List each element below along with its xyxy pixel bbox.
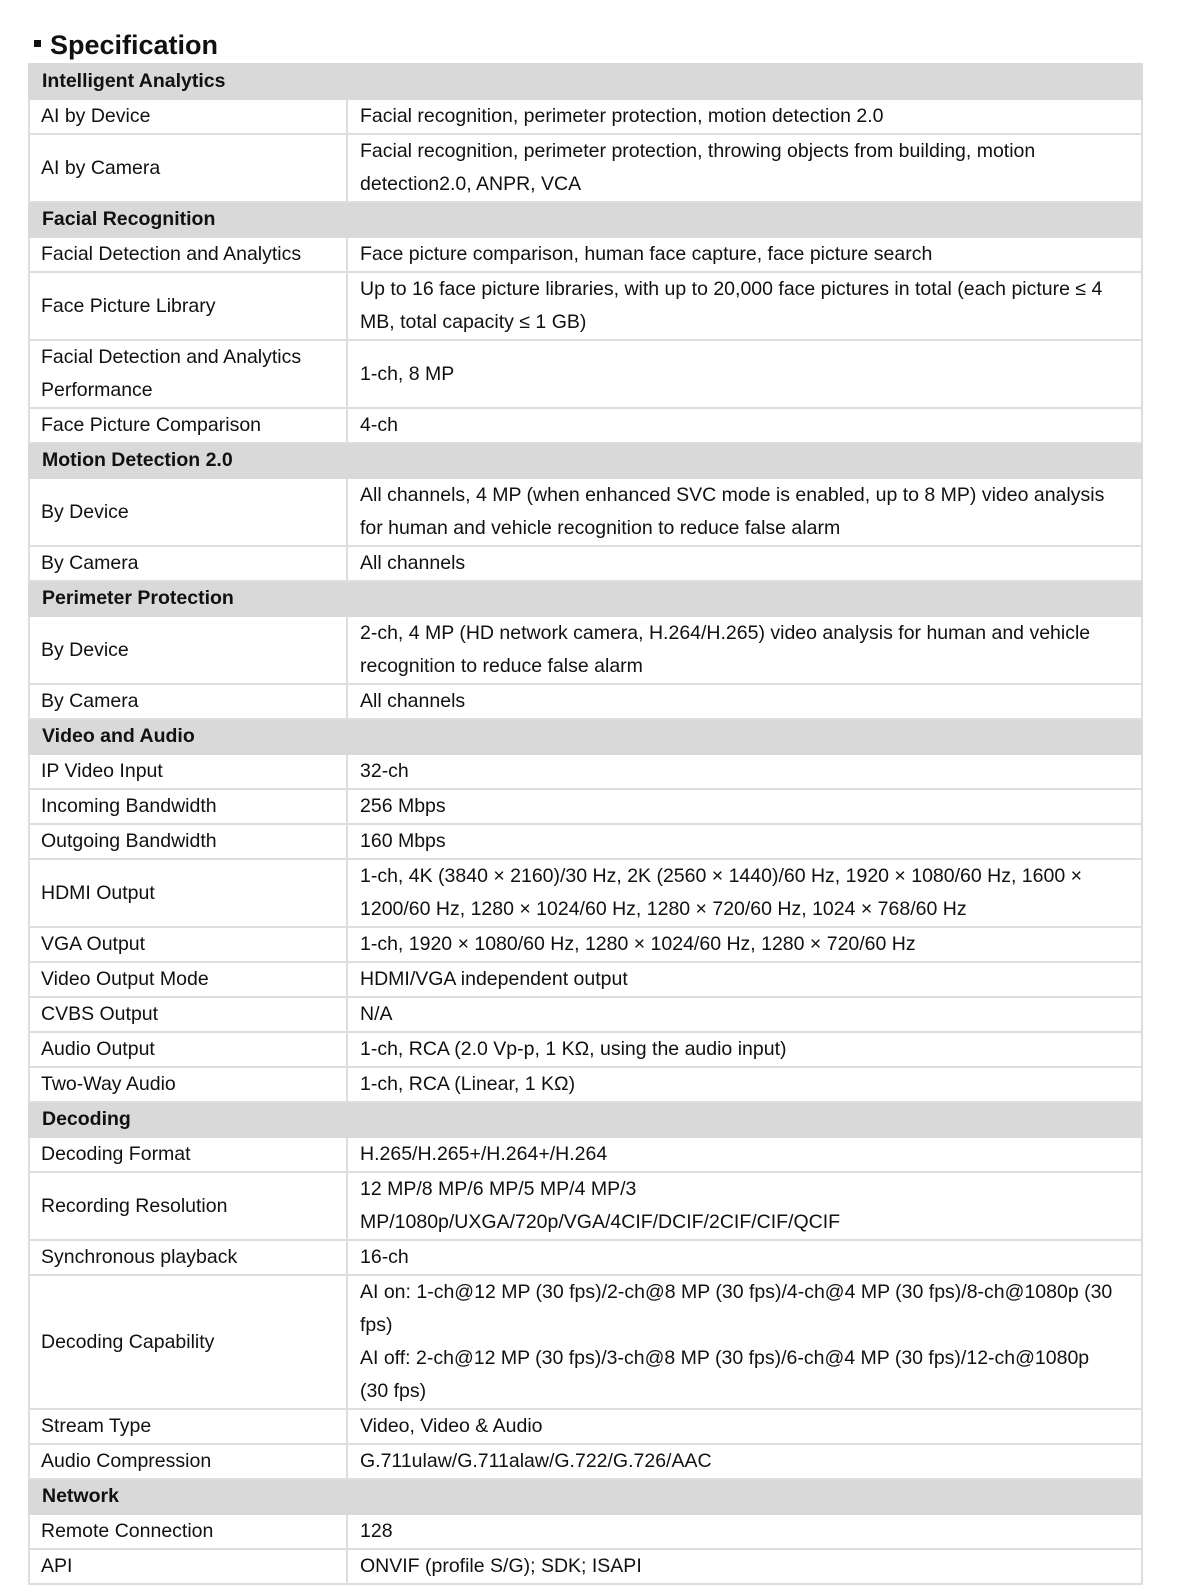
spec-label — [29, 616, 347, 684]
table-row — [29, 684, 1142, 719]
spec-value-line: Facial recognition, perimeter protection, motion detection 2.0 — [360, 105, 884, 127]
section-header-row — [29, 443, 1142, 478]
spec-label-line: AI by Device — [41, 105, 151, 127]
spec-value — [347, 408, 1142, 443]
spec-value — [347, 824, 1142, 859]
spec-value-line: 1-ch, 4K (3840 × 2160)/30 Hz, 2K (2560 × 1440)/60 Hz, 1920 × 1080/60 Hz, 1600 × — [360, 865, 1082, 887]
table-row — [29, 997, 1142, 1032]
spec-label — [29, 134, 347, 202]
section-header-row — [29, 202, 1142, 237]
spec-value — [347, 927, 1142, 962]
spec-label — [29, 927, 347, 962]
spec-value — [347, 789, 1142, 824]
spec-label-line: Synchronous playback — [41, 1246, 238, 1268]
spec-label-line: By Device — [41, 638, 129, 661]
spec-label — [29, 962, 347, 997]
table-row — [29, 546, 1142, 581]
spec-label-line: IP Video Input — [41, 760, 163, 782]
spec-label — [29, 1137, 347, 1172]
section-title: Facial Recognition — [29, 202, 1142, 237]
spec-label — [29, 1514, 347, 1549]
spec-value-line: 1200/60 Hz, 1280 × 1024/60 Hz, 1280 × 720/60 Hz, 1024 × 768/60 Hz — [360, 898, 967, 920]
spec-value-line: 160 Mbps — [360, 830, 446, 852]
table-row — [29, 478, 1142, 546]
spec-label-line: Video Output Mode — [41, 968, 209, 990]
spec-value-line: 2-ch, 4 MP (HD network camera, H.264/H.265) video analysis for human and vehicle — [360, 622, 1091, 644]
spec-label-line: Performance — [41, 379, 153, 401]
spec-label-line: Facial Detection and Analytics — [41, 346, 302, 368]
spec-label-line: Facial Detection and Analytics — [41, 243, 302, 265]
spec-value-line: Facial recognition, perimeter protection, throwing objects from building, motion — [360, 140, 1036, 162]
table-row — [29, 1032, 1142, 1067]
spec-value-line: Up to 16 face picture libraries, with up to 20,000 face pictures in total (each picture ≤ 4 — [360, 278, 1103, 300]
spec-label-line: Decoding Capability — [41, 1330, 215, 1353]
spec-label — [29, 1172, 347, 1240]
spec-value-line: 4-ch — [360, 414, 398, 436]
bullet-icon — [34, 40, 41, 47]
spec-label — [29, 754, 347, 789]
spec-label-line: Stream Type — [41, 1415, 152, 1437]
spec-value — [347, 478, 1142, 546]
table-row — [29, 1549, 1142, 1584]
spec-label — [29, 684, 347, 719]
spec-value — [347, 1240, 1142, 1275]
table-row — [29, 754, 1142, 789]
spec-label — [29, 1275, 347, 1409]
spec-label-line: By Camera — [41, 690, 139, 712]
spec-value-line: fps) — [360, 1314, 393, 1336]
spec-value — [347, 754, 1142, 789]
section-header-row — [29, 1102, 1142, 1137]
table-row — [29, 859, 1142, 927]
table-row — [29, 789, 1142, 824]
spec-label — [29, 272, 347, 340]
spec-value — [347, 340, 1142, 408]
table-row — [29, 616, 1142, 684]
spec-label-line: VGA Output — [41, 933, 146, 955]
spec-label — [29, 340, 347, 408]
spec-value-line: All channels — [360, 690, 466, 712]
section-title: Network — [29, 1479, 1142, 1514]
table-row — [29, 1240, 1142, 1275]
spec-value — [347, 134, 1142, 202]
table-row — [29, 1172, 1142, 1240]
spec-value-line: AI on: 1-ch@12 MP (30 fps)/2-ch@8 MP (30 fps)/4-ch@4 MP (30 fps)/8-ch@1080p (30 — [360, 1281, 1113, 1303]
spec-label-line: Face Picture Comparison — [41, 414, 262, 436]
spec-label-line: Face Picture Library — [41, 294, 216, 317]
section-header-row — [29, 1479, 1142, 1514]
section-title: Perimeter Protection — [29, 581, 1142, 616]
table-row — [29, 237, 1142, 272]
spec-value-line: 16-ch — [360, 1246, 409, 1268]
spec-value — [347, 1067, 1142, 1102]
spec-value-line: G.711ulaw/G.711alaw/G.722/G.726/AAC — [360, 1450, 712, 1472]
spec-label — [29, 1240, 347, 1275]
spec-value-line: detection2.0, ANPR, VCA — [360, 173, 582, 195]
section-title: Intelligent Analytics — [29, 64, 1142, 99]
spec-value — [347, 546, 1142, 581]
spec-value — [347, 1514, 1142, 1549]
table-row — [29, 1275, 1142, 1409]
spec-value — [347, 1444, 1142, 1479]
spec-label-line: Incoming Bandwidth — [41, 795, 217, 817]
spec-table — [28, 63, 1143, 1585]
spec-label-line: AI by Camera — [41, 156, 161, 179]
spec-label — [29, 1444, 347, 1479]
spec-label-line: Two-Way Audio — [41, 1073, 176, 1095]
spec-label-line: API — [41, 1555, 73, 1577]
spec-label — [29, 1067, 347, 1102]
page-title — [34, 28, 218, 62]
spec-value — [347, 1275, 1142, 1409]
spec-value-line: 32-ch — [360, 760, 409, 782]
table-row — [29, 1409, 1142, 1444]
table-row — [29, 1444, 1142, 1479]
table-row — [29, 99, 1142, 134]
spec-value-line: MP/1080p/UXGA/720p/VGA/4CIF/DCIF/2CIF/CIF/QCIF — [360, 1211, 841, 1233]
section-header-row — [29, 719, 1142, 754]
spec-label — [29, 237, 347, 272]
table-row — [29, 272, 1142, 340]
table-row — [29, 134, 1142, 202]
spec-value — [347, 997, 1142, 1032]
spec-value — [347, 1172, 1142, 1240]
table-row — [29, 1137, 1142, 1172]
table-row — [29, 1067, 1142, 1102]
spec-value-line: recognition to reduce false alarm — [360, 655, 643, 677]
spec-value — [347, 859, 1142, 927]
spec-table-body — [29, 64, 1142, 1584]
spec-value-line: (30 fps) — [360, 1380, 427, 1402]
spec-value-line: 256 Mbps — [360, 795, 446, 817]
spec-value-line: 1-ch, 1920 × 1080/60 Hz, 1280 × 1024/60 Hz, 1280 × 720/60 Hz — [360, 933, 916, 955]
spec-label — [29, 824, 347, 859]
section-title: Motion Detection 2.0 — [29, 443, 1142, 478]
table-row — [29, 962, 1142, 997]
spec-value — [347, 1137, 1142, 1172]
spec-label-line: By Device — [41, 500, 129, 523]
spec-value-line: N/A — [360, 1003, 393, 1025]
spec-label-line: Recording Resolution — [41, 1194, 228, 1217]
spec-value-line: 1-ch, RCA (2.0 Vp-p, 1 KΩ, using the audio input) — [360, 1038, 787, 1060]
spec-label — [29, 1409, 347, 1444]
spec-value-line: 1-ch, RCA (Linear, 1 KΩ) — [360, 1073, 576, 1095]
spec-value — [347, 1409, 1142, 1444]
spec-value-line: All channels — [360, 552, 466, 574]
spec-value — [347, 684, 1142, 719]
spec-value-line: Face picture comparison, human face capture, face picture search — [360, 243, 933, 265]
section-title: Decoding — [29, 1102, 1142, 1137]
spec-label-line: Decoding Format — [41, 1143, 191, 1165]
spec-value-line: 128 — [360, 1520, 393, 1542]
spec-label — [29, 859, 347, 927]
spec-value-line: HDMI/VGA independent output — [360, 968, 628, 990]
spec-value-line: Video, Video & Audio — [360, 1415, 543, 1437]
spec-label-line: By Camera — [41, 552, 139, 574]
spec-value-line: 1-ch, 8 MP — [360, 362, 455, 385]
spec-label-line: Audio Compression — [41, 1450, 212, 1472]
spec-value — [347, 237, 1142, 272]
spec-label — [29, 997, 347, 1032]
spec-value-line: H.265/H.265+/H.264+/H.264 — [360, 1143, 608, 1165]
spec-value-line: 12 MP/8 MP/6 MP/5 MP/4 MP/3 — [360, 1178, 637, 1200]
spec-label-line: Audio Output — [41, 1038, 155, 1060]
spec-value — [347, 272, 1142, 340]
spec-value-line: MB, total capacity ≤ 1 GB) — [360, 311, 587, 333]
page-title-text: Specification — [50, 30, 219, 60]
spec-value-line: AI off: 2-ch@12 MP (30 fps)/3-ch@8 MP (30 fps)/6-ch@4 MP (30 fps)/12-ch@1080p — [360, 1347, 1090, 1369]
spec-value — [347, 962, 1142, 997]
table-row — [29, 408, 1142, 443]
table-row — [29, 927, 1142, 962]
spec-label — [29, 1032, 347, 1067]
spec-value — [347, 1032, 1142, 1067]
spec-label — [29, 1549, 347, 1584]
spec-label — [29, 478, 347, 546]
spec-label-line: Remote Connection — [41, 1520, 214, 1542]
spec-label-line: HDMI Output — [41, 881, 155, 904]
spec-value-line: All channels, 4 MP (when enhanced SVC mode is enabled, up to 8 MP) video analysis — [360, 484, 1105, 506]
spec-value — [347, 1549, 1142, 1584]
spec-label-line: CVBS Output — [41, 1003, 159, 1025]
spec-label — [29, 408, 347, 443]
spec-label — [29, 546, 347, 581]
spec-value-line: ONVIF (profile S/G); SDK; ISAPI — [360, 1555, 642, 1577]
section-header-row — [29, 581, 1142, 616]
spec-value — [347, 99, 1142, 134]
spec-value-line: for human and vehicle recognition to reduce false alarm — [360, 517, 841, 539]
spec-label — [29, 789, 347, 824]
table-row — [29, 1514, 1142, 1549]
spec-label — [29, 99, 347, 134]
table-row — [29, 824, 1142, 859]
spec-label-line: Outgoing Bandwidth — [41, 830, 217, 852]
spec-value — [347, 616, 1142, 684]
section-title: Video and Audio — [29, 719, 1142, 754]
section-header-row — [29, 64, 1142, 99]
table-row — [29, 340, 1142, 408]
